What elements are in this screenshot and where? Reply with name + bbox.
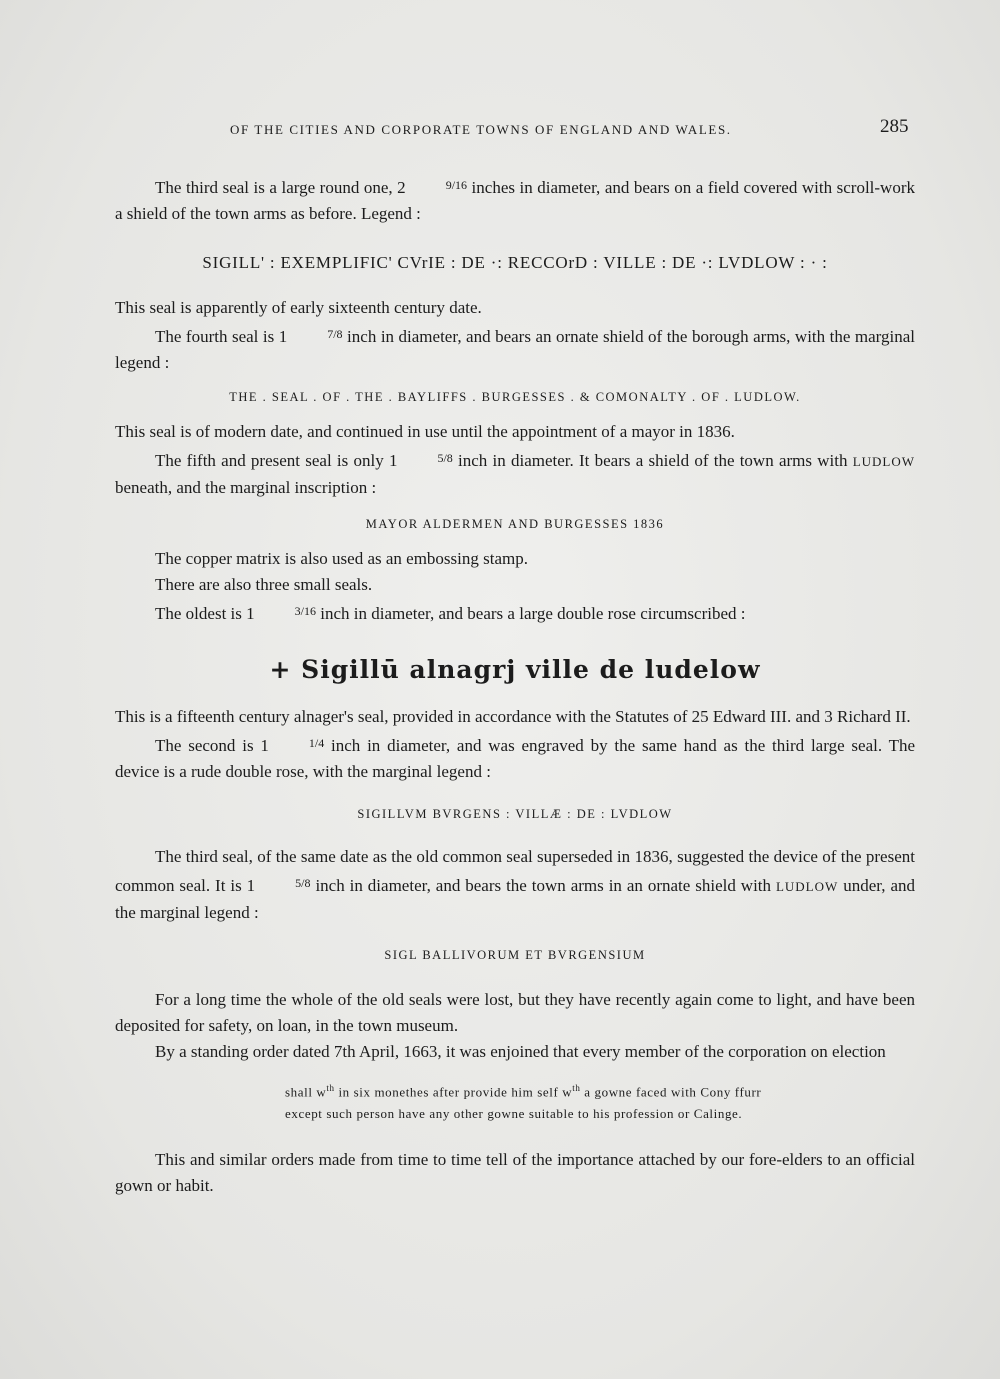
text-run: under, and the marginal legend : (115, 876, 915, 922)
paragraph-oldest-seal (115, 598, 915, 627)
seal-legend-6: SIGL BALLIVORUM ET BVRGENSIUM (384, 948, 646, 962)
text-run: The fifth and present seal is only 1 (155, 451, 398, 470)
seal-legend-3: MAYOR ALDERMEN AND BURGESSES 1836 (365, 517, 665, 531)
page-number: 285 (880, 116, 909, 137)
fraction: 3/16 (294, 604, 316, 618)
seal-legend-5: SIGILLVM BVRGENS : VILLÆ : DE : LVDLOW (357, 807, 673, 821)
running-head: OF THE CITIES AND CORPORATE TOWNS OF ENGLAND AND WALES. (230, 122, 732, 137)
fraction: 9/16 (445, 178, 468, 192)
seal-legend-blackletter: + Sigillū alnagrj ville de ludelow (269, 655, 761, 684)
text-run: The second is 1 (155, 736, 269, 755)
small-caps: LUDLOW (775, 879, 839, 894)
paragraph-fourth-seal (115, 321, 915, 376)
quote-text: a gowne faced with Cony ffurr (580, 1084, 762, 1100)
paragraph-alnager-seal: This is a fifteenth century alnager's seal, provided in accordance with the Statutes of 25 Edward III. and 3 Richard II. (115, 707, 911, 726)
fraction: 5/8 (295, 876, 311, 890)
quote-text: in six monethes after provide him self w (334, 1084, 573, 1100)
text-run: inches in diameter, and bears on a field covered with scroll-work a shield of the town arms as before. Legend : (115, 178, 915, 223)
text-run: The oldest is 1 (155, 604, 255, 623)
body-text (115, 172, 915, 1199)
superscript: th (326, 1083, 335, 1093)
superscript: th (572, 1083, 581, 1093)
fraction: 5/8 (437, 451, 453, 465)
text-run: inch in diameter, and was engraved by the same hand as the third large seal. The device is a rude double rose, with the marginal legend : (115, 736, 916, 781)
seal-legend-1: SIGILL' : EXEMPLIFIC' CVrIE : DE ·: RECCOrD : VILLE : DE ·: LVDLOW : · : (202, 253, 828, 272)
quotation (115, 1077, 915, 1125)
text-run: The third seal, of the same date as the old common seal superseded in 1836, suggested the device of the present common seal. It is 1 (115, 847, 915, 895)
text-run: The fourth seal is 1 (155, 327, 288, 346)
text-run: inch in diameter. It bears a shield of the town arms with (452, 451, 853, 470)
text-run: inch in diameter, and bears a large double rose circumscribed : (315, 604, 746, 623)
paragraph-three-small-seals: There are also three small seals. (155, 575, 373, 594)
fraction: 1/4 (308, 736, 325, 750)
quote-line-2: except such person have any other gowne suitable to his profession or Calinge. (285, 1106, 743, 1122)
fraction: 7/8 (327, 327, 343, 341)
text-run: inch in diameter, and bears an ornate shield of the borough arms, with the marginal legend : (115, 327, 916, 372)
paragraph-second-seal (115, 730, 915, 785)
text-run: inch in diameter, and bears the town arms in an ornate shield with (310, 876, 776, 895)
paragraph-fifth-seal (115, 445, 915, 501)
text-run: The third seal is a large round one, 2 (155, 178, 406, 197)
paragraph-copper-matrix: The copper matrix is also used as an embossing stamp. (155, 549, 528, 568)
paragraph-modern-date: This seal is of modern date, and continued in use until the appointment of a mayor in 1836. (115, 422, 735, 441)
paragraph-seals-lost: For a long time the whole of the old seals were lost, but they have recently again come to light, and have been deposited for safety, on loan, in the town museum. (115, 990, 915, 1035)
quote-text: shall w (285, 1084, 327, 1100)
small-caps: LUDLOW (852, 454, 916, 469)
paragraph-official-gown: This and similar orders made from time to time tell of the importance attached by our fore-elders to an official gown or habit. (115, 1150, 915, 1196)
paragraph-standing-order: By a standing order dated 7th April, 1663, it was enjoined that every member of the corporation on election (155, 1042, 886, 1061)
paragraph-third-small-seal (115, 844, 915, 926)
seal-legend-2: THE . SEAL . OF . THE . BAYLIFFS . BURGESSES . & COMONALTY . OF . LUDLOW. (229, 390, 801, 404)
text-run: beneath, and the marginal inscription : (115, 478, 377, 497)
paragraph-sixteenth-century: This seal is apparently of early sixteenth century date. (115, 298, 482, 317)
paragraph-third-seal (115, 172, 915, 227)
